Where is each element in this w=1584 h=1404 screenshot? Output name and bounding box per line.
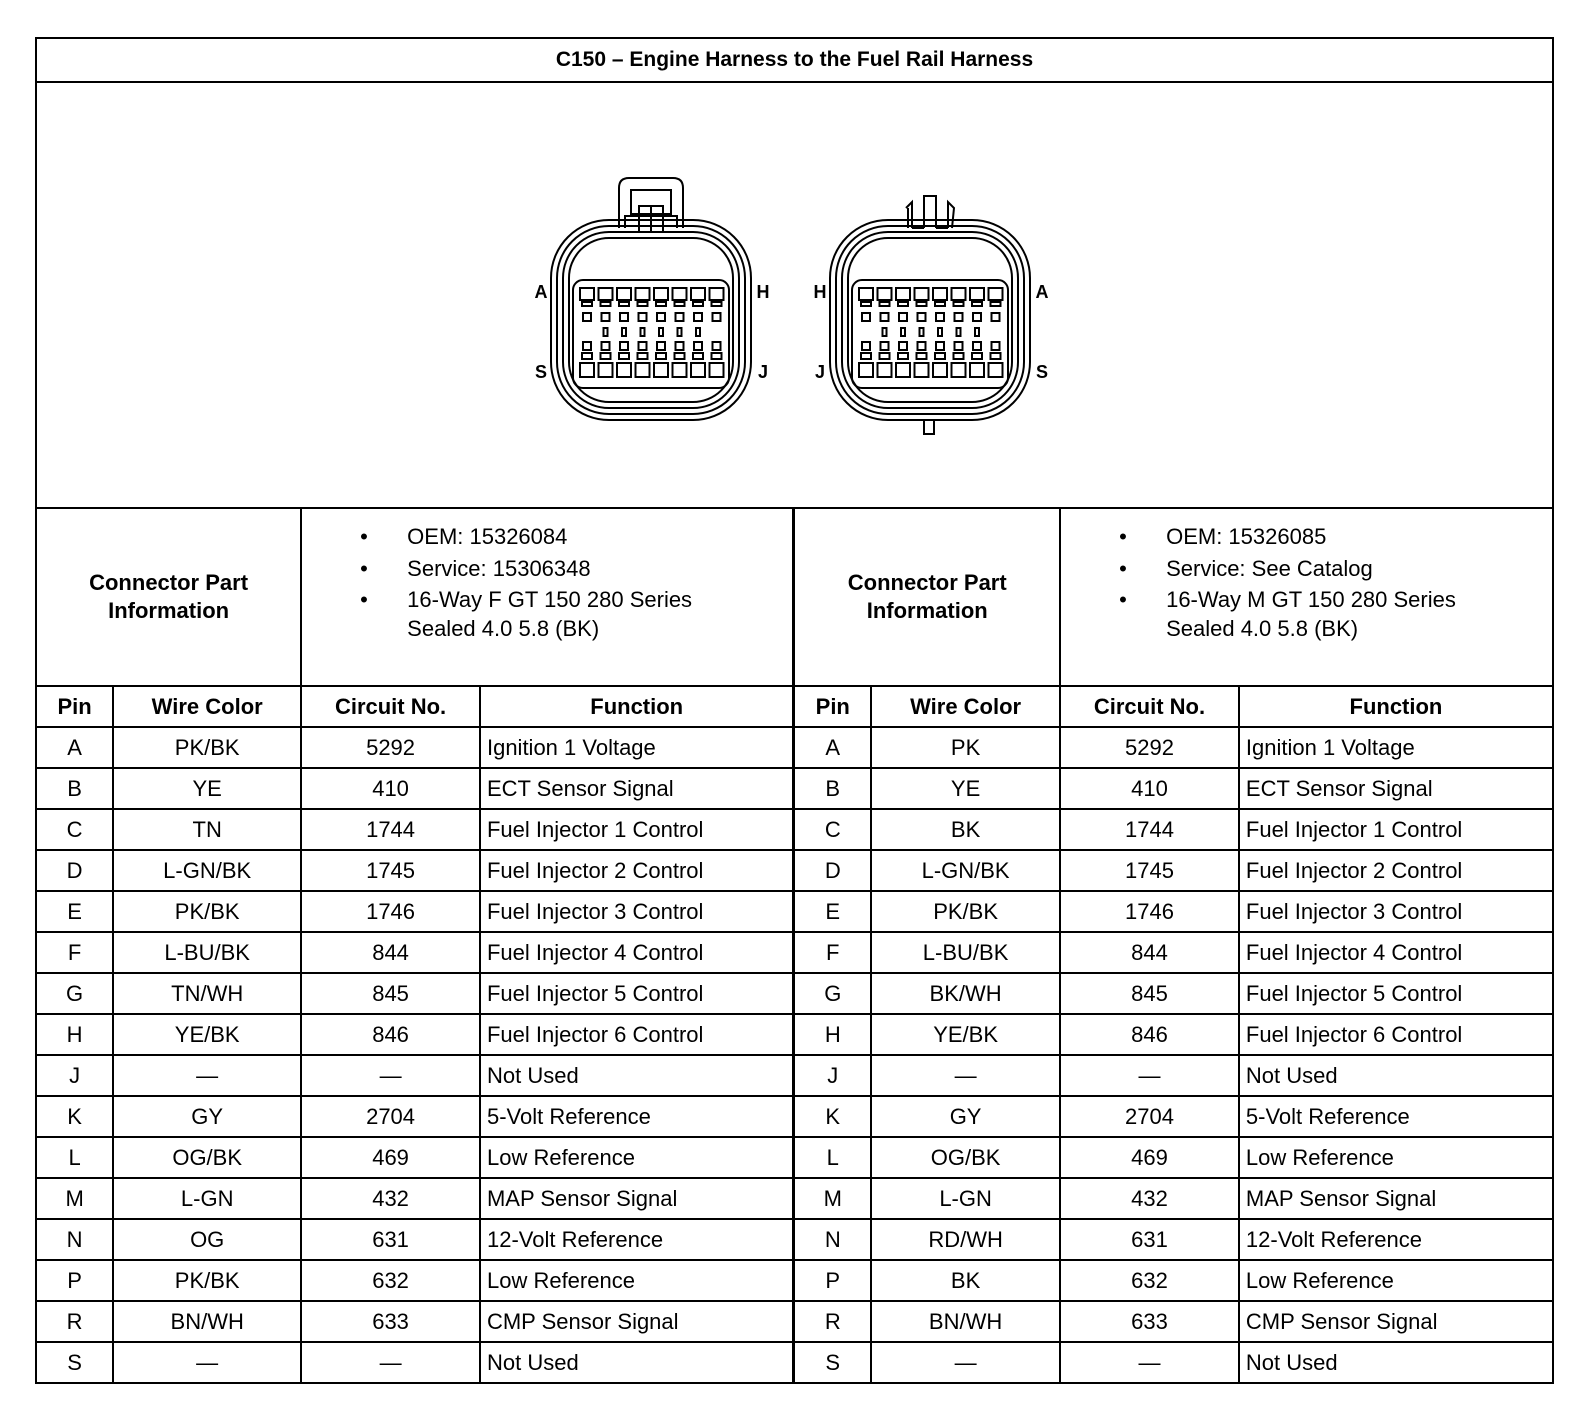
left-wire-color-cell: TN	[113, 809, 301, 850]
pin-label-bottom-left: S	[534, 362, 548, 382]
pin-cavity	[599, 288, 613, 300]
connector-part-info-1	[301, 508, 794, 686]
header-function: Function	[1239, 686, 1553, 727]
table-row	[36, 1301, 1553, 1342]
pin-cavity	[933, 288, 947, 300]
right-wire-color-cell: BK	[871, 809, 1060, 850]
bottom-key	[924, 420, 934, 434]
page-title: C150 – Engine Harness to the Fuel Rail Harness	[36, 38, 1553, 82]
pin-cavity	[970, 363, 984, 377]
right-pin-cell: R	[794, 1301, 871, 1342]
connector-figure	[36, 82, 1553, 508]
pin-cavity	[580, 363, 594, 377]
left-circuit-no-cell: 846	[301, 1014, 480, 1055]
pin-cavity	[654, 363, 668, 377]
connector-part-info-2	[1060, 508, 1553, 686]
table-row	[36, 1219, 1553, 1260]
table-row	[36, 1014, 1553, 1055]
left-wire-color-cell: YE/BK	[113, 1014, 301, 1055]
right-function-cell: Fuel Injector 5 Control	[1239, 973, 1553, 1014]
right-wire-color-cell: YE	[871, 768, 1060, 809]
pin-cavity	[859, 288, 873, 300]
pin-cavity	[896, 288, 910, 300]
left-pin-cell: M	[36, 1178, 113, 1219]
pin-cavity	[952, 363, 966, 377]
column-headers	[36, 686, 1553, 727]
pin-cavity	[952, 288, 966, 300]
right-wire-color-cell: L-BU/BK	[871, 932, 1060, 973]
pin-label-top-left: A	[534, 282, 548, 302]
pin-cavity	[878, 288, 892, 300]
pin-cavity	[580, 288, 594, 300]
left-wire-color-cell: L-GN	[113, 1178, 301, 1219]
left-wire-color-cell: PK/BK	[113, 727, 301, 768]
right-pin-cell: D	[794, 850, 871, 891]
right-function-cell: Not Used	[1239, 1342, 1553, 1383]
table-row	[36, 768, 1553, 809]
info-label-text: Connector Part Information	[847, 570, 1007, 623]
right-wire-color-cell: PK/BK	[871, 891, 1060, 932]
left-function-cell: Low Reference	[480, 1260, 794, 1301]
left-circuit-no-cell: 5292	[301, 727, 480, 768]
left-pin-cell: L	[36, 1137, 113, 1178]
left-pin-cell: D	[36, 850, 113, 891]
right-wire-color-cell: —	[871, 1342, 1060, 1383]
right-circuit-no-cell: 5292	[1060, 727, 1239, 768]
pin-cavity	[654, 288, 668, 300]
right-circuit-no-cell: 633	[1060, 1301, 1239, 1342]
connector-part-info-label-2	[794, 508, 1060, 686]
right-function-cell: CMP Sensor Signal	[1239, 1301, 1553, 1342]
right-wire-color-cell: YE/BK	[871, 1014, 1060, 1055]
right-circuit-no-cell: 1745	[1060, 850, 1239, 891]
pin-cavity	[691, 288, 705, 300]
pin-cavity	[989, 363, 1003, 377]
right-pin-cell: S	[794, 1342, 871, 1383]
oem-part-number: • OEM: 15326084	[407, 521, 792, 553]
left-pin-cell: G	[36, 973, 113, 1014]
header-pin: Pin	[794, 686, 871, 727]
right-pin-cell: H	[794, 1014, 871, 1055]
left-pin-cell: H	[36, 1014, 113, 1055]
pin-label-top-right: H	[756, 282, 770, 302]
pin-cavity	[691, 363, 705, 377]
right-function-cell: MAP Sensor Signal	[1239, 1178, 1553, 1219]
header-wire-color: Wire Color	[871, 686, 1060, 727]
pin-cavity	[710, 288, 724, 300]
right-pin-cell: F	[794, 932, 871, 973]
right-circuit-no-cell: —	[1060, 1055, 1239, 1096]
left-function-cell: MAP Sensor Signal	[480, 1178, 794, 1219]
right-function-cell: Low Reference	[1239, 1260, 1553, 1301]
center-post	[924, 196, 936, 228]
left-wire-color-cell: —	[113, 1342, 301, 1383]
left-circuit-no-cell: —	[301, 1055, 480, 1096]
left-pin-cell: R	[36, 1301, 113, 1342]
table-row	[36, 932, 1553, 973]
left-circuit-no-cell: 469	[301, 1137, 480, 1178]
left-wire-color-cell: L-BU/BK	[113, 932, 301, 973]
right-pin-cell: P	[794, 1260, 871, 1301]
pin-cavity	[599, 363, 613, 377]
right-pin-cell: G	[794, 973, 871, 1014]
pin-cavity	[710, 363, 724, 377]
right-circuit-no-cell: 410	[1060, 768, 1239, 809]
pin-label-bottom-right: J	[757, 362, 769, 382]
table-row	[36, 727, 1553, 768]
left-circuit-no-cell: 844	[301, 932, 480, 973]
right-wire-color-cell: —	[871, 1055, 1060, 1096]
left-pin-cell: S	[36, 1342, 113, 1383]
right-pin-cell: M	[794, 1178, 871, 1219]
table-row	[36, 1137, 1553, 1178]
ear-right	[948, 202, 954, 228]
pin-label-bottom-right: S	[1035, 362, 1049, 382]
right-circuit-no-cell: 2704	[1060, 1096, 1239, 1137]
pin-cavity	[636, 363, 650, 377]
left-circuit-no-cell: 631	[301, 1219, 480, 1260]
pin-label-top-right: A	[1035, 282, 1049, 302]
pinout-table	[35, 37, 1554, 1384]
right-wire-color-cell: OG/BK	[871, 1137, 1060, 1178]
left-wire-color-cell: L-GN/BK	[113, 850, 301, 891]
table-row	[36, 809, 1553, 850]
left-pin-cell: J	[36, 1055, 113, 1096]
pin-cavity	[636, 288, 650, 300]
right-circuit-no-cell: 1744	[1060, 809, 1239, 850]
left-function-cell: 12-Volt Reference	[480, 1219, 794, 1260]
right-pin-cell: B	[794, 768, 871, 809]
left-circuit-no-cell: 1746	[301, 891, 480, 932]
left-function-cell: 5-Volt Reference	[480, 1096, 794, 1137]
right-pin-cell: J	[794, 1055, 871, 1096]
left-pin-cell: B	[36, 768, 113, 809]
left-circuit-no-cell: —	[301, 1342, 480, 1383]
right-function-cell: Fuel Injector 6 Control	[1239, 1014, 1553, 1055]
right-function-cell: Low Reference	[1239, 1137, 1553, 1178]
table-row	[36, 1178, 1553, 1219]
right-circuit-no-cell: 632	[1060, 1260, 1239, 1301]
left-function-cell: Ignition 1 Voltage	[480, 727, 794, 768]
right-pin-cell: C	[794, 809, 871, 850]
left-circuit-no-cell: 633	[301, 1301, 480, 1342]
table-row	[36, 850, 1553, 891]
pin-cavity	[673, 288, 687, 300]
right-circuit-no-cell: 469	[1060, 1137, 1239, 1178]
left-function-cell: Fuel Injector 1 Control	[480, 809, 794, 850]
table-row	[36, 1260, 1553, 1301]
left-circuit-no-cell: 845	[301, 973, 480, 1014]
service-part-number: • Service: See Catalog	[1166, 553, 1552, 585]
right-wire-color-cell: BN/WH	[871, 1301, 1060, 1342]
left-wire-color-cell: PK/BK	[113, 891, 301, 932]
pin-cavity	[989, 288, 1003, 300]
left-circuit-no-cell: 1745	[301, 850, 480, 891]
header-pin: Pin	[36, 686, 113, 727]
left-function-cell: ECT Sensor Signal	[480, 768, 794, 809]
table-row	[36, 891, 1553, 932]
left-pin-cell: A	[36, 727, 113, 768]
connector-description: • 16-Way M GT 150 280 Series Sealed 4.0 5.8 (BK)	[1166, 585, 1552, 643]
right-pin-cell: L	[794, 1137, 871, 1178]
connector-sheet	[35, 37, 1554, 1398]
header-wire-color: Wire Color	[113, 686, 301, 727]
pin-cavity	[859, 363, 873, 377]
female-connector-drawing	[521, 168, 781, 438]
right-wire-color-cell: BK/WH	[871, 973, 1060, 1014]
service-part-number: • Service: 15306348	[407, 553, 792, 585]
left-pin-cell: P	[36, 1260, 113, 1301]
right-function-cell: Fuel Injector 4 Control	[1239, 932, 1553, 973]
right-circuit-no-cell: 1746	[1060, 891, 1239, 932]
left-pin-cell: K	[36, 1096, 113, 1137]
left-pin-cell: C	[36, 809, 113, 850]
right-function-cell: 12-Volt Reference	[1239, 1219, 1553, 1260]
male-connector-drawing	[800, 168, 1060, 438]
right-wire-color-cell: BK	[871, 1260, 1060, 1301]
left-function-cell: Fuel Injector 3 Control	[480, 891, 794, 932]
left-function-cell: Fuel Injector 2 Control	[480, 850, 794, 891]
connector-part-info-label-1	[36, 508, 301, 686]
right-wire-color-cell: PK	[871, 727, 1060, 768]
info-label-text: Connector Part Information	[89, 570, 249, 623]
pin-cavity	[970, 288, 984, 300]
header-circuit-no: Circuit No.	[1060, 686, 1239, 727]
right-pin-cell: E	[794, 891, 871, 932]
right-function-cell: 5-Volt Reference	[1239, 1096, 1553, 1137]
right-wire-color-cell: GY	[871, 1096, 1060, 1137]
right-function-cell: Fuel Injector 2 Control	[1239, 850, 1553, 891]
pin-label-bottom-left: J	[814, 362, 826, 382]
right-pin-cell: A	[794, 727, 871, 768]
left-pin-cell: N	[36, 1219, 113, 1260]
left-pin-cell: E	[36, 891, 113, 932]
pin-cavity	[915, 288, 929, 300]
header-function: Function	[480, 686, 794, 727]
pin-cavity	[673, 363, 687, 377]
left-function-cell: Fuel Injector 4 Control	[480, 932, 794, 973]
left-circuit-no-cell: 410	[301, 768, 480, 809]
table-row	[36, 1055, 1553, 1096]
right-circuit-no-cell: —	[1060, 1342, 1239, 1383]
left-wire-color-cell: BN/WH	[113, 1301, 301, 1342]
pin-cavity	[878, 363, 892, 377]
pin-cavity	[933, 363, 947, 377]
right-circuit-no-cell: 432	[1060, 1178, 1239, 1219]
pin-cavity	[896, 363, 910, 377]
right-circuit-no-cell: 845	[1060, 973, 1239, 1014]
left-pin-cell: F	[36, 932, 113, 973]
table-row	[36, 1096, 1553, 1137]
left-wire-color-cell: OG	[113, 1219, 301, 1260]
left-circuit-no-cell: 432	[301, 1178, 480, 1219]
right-function-cell: Fuel Injector 1 Control	[1239, 809, 1553, 850]
left-function-cell: CMP Sensor Signal	[480, 1301, 794, 1342]
left-function-cell: Fuel Injector 5 Control	[480, 973, 794, 1014]
right-function-cell: ECT Sensor Signal	[1239, 768, 1553, 809]
left-function-cell: Low Reference	[480, 1137, 794, 1178]
right-wire-color-cell: RD/WH	[871, 1219, 1060, 1260]
oem-part-number: • OEM: 15326085	[1166, 521, 1552, 553]
pin-label-top-left: H	[813, 282, 827, 302]
left-circuit-no-cell: 632	[301, 1260, 480, 1301]
left-wire-color-cell: OG/BK	[113, 1137, 301, 1178]
left-circuit-no-cell: 1744	[301, 809, 480, 850]
left-wire-color-cell: GY	[113, 1096, 301, 1137]
left-wire-color-cell: PK/BK	[113, 1260, 301, 1301]
left-wire-color-cell: —	[113, 1055, 301, 1096]
right-wire-color-cell: L-GN/BK	[871, 850, 1060, 891]
pin-cavity	[617, 363, 631, 377]
right-circuit-no-cell: 631	[1060, 1219, 1239, 1260]
right-pin-cell: N	[794, 1219, 871, 1260]
table-row	[36, 973, 1553, 1014]
ear-left	[906, 202, 912, 228]
pin-cavity	[915, 363, 929, 377]
left-wire-color-cell: TN/WH	[113, 973, 301, 1014]
left-circuit-no-cell: 2704	[301, 1096, 480, 1137]
right-function-cell: Not Used	[1239, 1055, 1553, 1096]
table-row	[36, 1342, 1553, 1383]
pin-cavity	[617, 288, 631, 300]
header-circuit-no: Circuit No.	[301, 686, 480, 727]
left-wire-color-cell: YE	[113, 768, 301, 809]
right-circuit-no-cell: 844	[1060, 932, 1239, 973]
right-circuit-no-cell: 846	[1060, 1014, 1239, 1055]
left-function-cell: Not Used	[480, 1342, 794, 1383]
connector-description: • 16-Way F GT 150 280 Series Sealed 4.0 5.8 (BK)	[407, 585, 792, 643]
right-pin-cell: K	[794, 1096, 871, 1137]
left-function-cell: Not Used	[480, 1055, 794, 1096]
right-wire-color-cell: L-GN	[871, 1178, 1060, 1219]
right-function-cell: Fuel Injector 3 Control	[1239, 891, 1553, 932]
right-function-cell: Ignition 1 Voltage	[1239, 727, 1553, 768]
left-function-cell: Fuel Injector 6 Control	[480, 1014, 794, 1055]
